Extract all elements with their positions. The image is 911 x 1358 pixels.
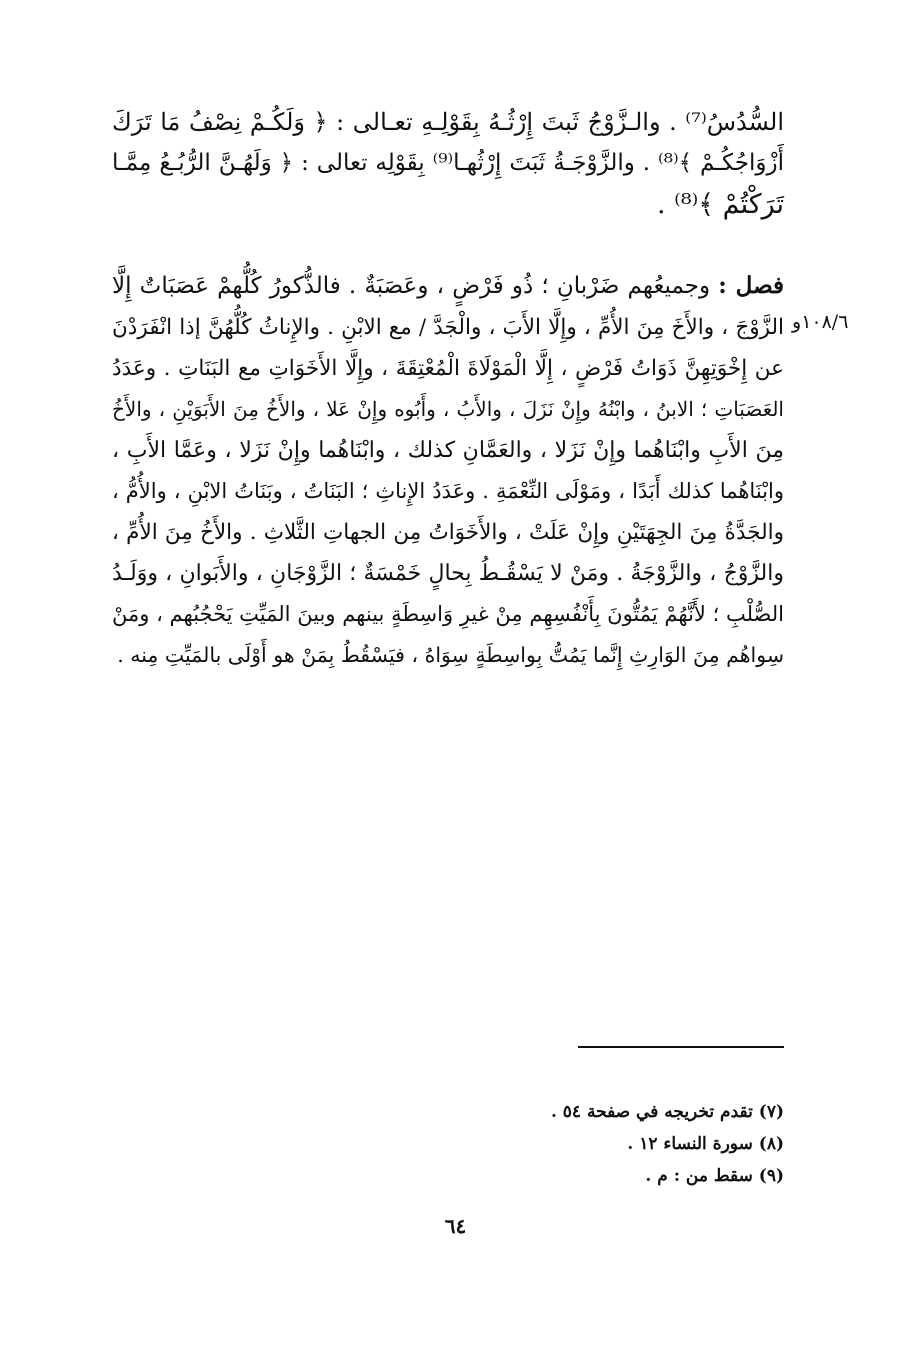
text-line: والجَدَّةُ مِنَ الجِهَتَيْنِ وإِنْ عَلَتْ ، والأَخَوَاتُ مِن الجهاتِ الثَّلاثِ . والأَخُ مِنَ الأُمِّ ، bbox=[112, 520, 784, 545]
page-number: ٦٤ bbox=[444, 1214, 467, 1238]
footnote-7: (٧) تقدم تخريجه في صفحة ٥٤ . bbox=[550, 1102, 784, 1122]
text-line: أَزْوَاجُكُـمْ ﴾⁽⁸⁾ . والزَّوْجَـةُ ثَبَتَ إِرْثُهـا⁽⁹⁾ بِقَوْلِه تعالى : ﴿ وَلَهُـنَّ الرُّبُـعُ مِمَّـا bbox=[112, 150, 784, 176]
text-line: السُّدُسُ⁽⁷⁾ . والـزَّوْجُ ثَبتَ إِرْثُـهُ بِقَوْلِـهِ تعـالى : ﴿ وَلَكُـمْ نِصْفُ مَا تَرَكَ bbox=[112, 108, 784, 136]
text-line: سِواهُم مِنَ الوَارِثِ إِنَّما يَمُتُّ بِواسِطَةٍ سِوَاهُ ، فيَسْقُطُ بِمَنْ هو أَوْلَى بالمَيِّتِ مِنه . bbox=[117, 643, 784, 667]
footnote-9: (٩) سقط من : م . bbox=[645, 1166, 784, 1186]
text-line: العَصَبَاتِ ؛ الابنُ ، وابْنُهُ وإِنْ نَزَلَ ، والأَبُ ، وأَبُوه وإِنْ عَلا ، والأَخُ مِنَ الأَبَوَيْنِ ، والأَخُ bbox=[112, 397, 784, 421]
footnote-divider bbox=[578, 1046, 784, 1048]
text-line bbox=[112, 265, 784, 307]
text-line: الصُّلْبِ ؛ لأَنَّهُمْ يَمُتُّونَ بِأَنْفُسِهِم مِنْ غيرِ وَاسِطَةٍ بينهم وبينَ المَيِّتِ يَحْجُبُهم ، ومَنْ bbox=[112, 602, 784, 626]
text-line: والزَّوْجُ ، والزَّوْجَةُ . ومَنْ لا يَسْقُـطُ بِحالٍ خَمْسَةٌ ؛ الزَّوْجَانِ ، والأَبَوانِ ، ووَلَـدُ bbox=[112, 561, 784, 586]
manuscript-folio-reference: ١٠٨/٦و bbox=[792, 311, 849, 333]
paragraph-1 bbox=[112, 102, 784, 225]
text-line: عن إِخْوَتِهِنَّ ذَوَاتُ فَرْضٍ ، إِلَّا الْمَوْلَاةَ الْمُعْتِقَةَ ، وإِلَّا الأَخَوَاتِ مع البَنَاتِ . وعَدَدُ bbox=[112, 356, 784, 381]
footnote-8: (٨) سورة النساء ١٢ . bbox=[627, 1134, 784, 1154]
text-line: الزَّوْجَ ، والأَخَ مِنَ الأُمِّ ، وإِلَّا الأَبَ ، والْجَدَّ / مع الابْنِ . والإِناثُ كُلُّهُنَّ إذا انْفَرَدْنَ bbox=[112, 315, 784, 340]
text-line: وابْنَاهُما كذلك أَبَدًا ، ومَوْلَى النِّعْمَةِ . وعَدَدُ الإِناثِ ؛ البَنَاتُ ، وبَنَاتُ الابْنِ ، والأُمُّ ، bbox=[112, 479, 784, 503]
text-line-rest: وجميعُهم ضَرْبانِ ؛ ذُو فَرْضٍ ، وعَصَبَةٌ . فالذُّكورُ كُلُّهمْ عَصَبَاتٌ إِلَّا bbox=[112, 273, 711, 299]
footnotes bbox=[551, 1096, 784, 1192]
text-line: تَرَكْتُمْ ﴾⁽⁸⁾ . bbox=[656, 189, 784, 220]
section-heading: فصل : bbox=[718, 272, 785, 299]
text-line: مِنَ الأَبِ وابْنَاهُما وإِنْ نَزَلا ، والعَمَّانِ كذلك ، وابْنَاهُما وإِنْ نَزَلا ، وعَمَّا الأَبِ ، bbox=[112, 438, 784, 463]
paragraph-2 bbox=[112, 265, 784, 676]
